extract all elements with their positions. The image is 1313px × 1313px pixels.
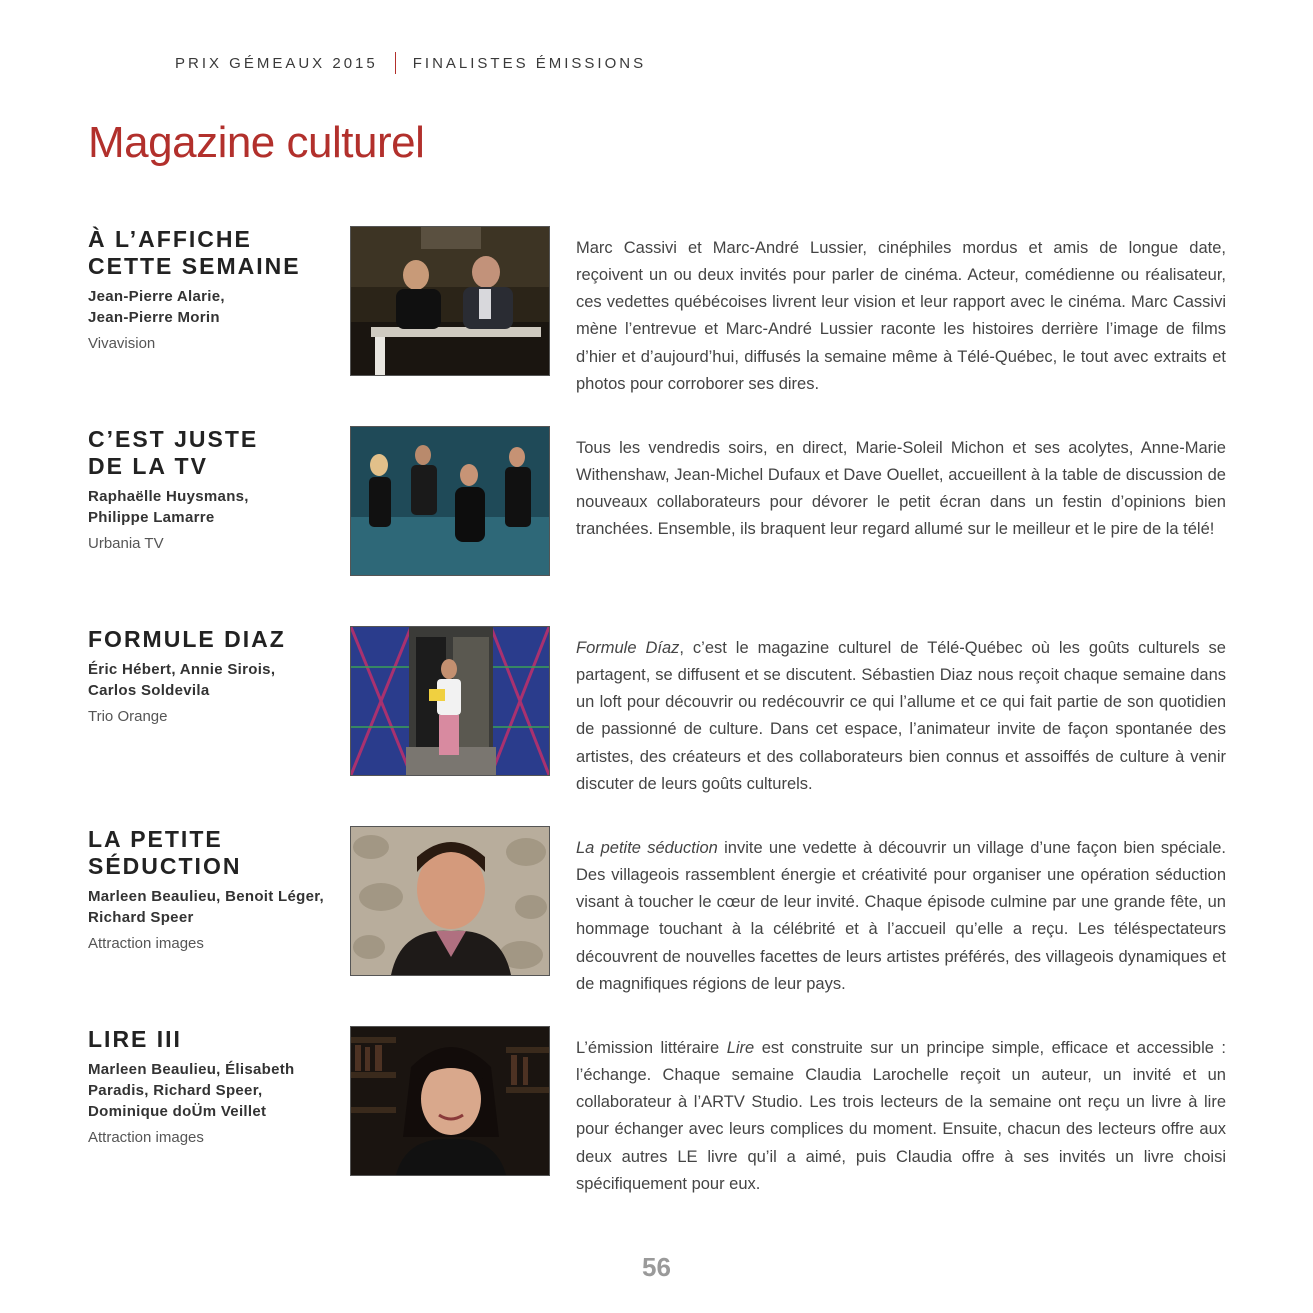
credit-line: Marleen Beaulieu, Élisabeth (88, 1061, 295, 1078)
entry-meta (88, 1026, 338, 1148)
description-text: est construite sur un principe simple, efficace et accessible : l’échange. Chaque semaine Claudia Larochelle reçoit un auteur, un invité et un collaborateur à l’ARTV Studio. Les trois lecteurs de la semaine ont reçu un livre à lire pour échanger avec leurs complices du moment. Ensuite, chacun des lecteurs offre aux deux autres LE livre qu’il a aimé, puis Claudia offre à ses invités un livre choisi spécifiquement pour eux. (576, 1038, 1227, 1193)
show-description (576, 1035, 1226, 1199)
production-company: Trio Orange (88, 708, 168, 725)
producer-credits (88, 486, 338, 528)
credit-line: Jean-Pierre Morin (88, 309, 220, 326)
show-description (576, 635, 1226, 799)
show-description (576, 835, 1226, 999)
four-hosts-walking-photo (350, 426, 550, 576)
production-company: Attraction images (88, 935, 204, 952)
host-portrait-bookshelf-photo (350, 1026, 550, 1176)
show-title (88, 426, 338, 480)
credit-line: Carlos Soldevila (88, 682, 210, 699)
show-title-line1: LIRE III (88, 1026, 182, 1052)
show-title-line1: À L’AFFICHE (88, 226, 252, 252)
page-title: Magazine culturel (88, 118, 425, 167)
entry-meta (88, 226, 338, 354)
credit-line: Paradis, Richard Speer, (88, 1082, 263, 1099)
credit-line: Éric Hébert, Annie Sirois, (88, 661, 276, 678)
running-head (175, 52, 646, 74)
show-title (88, 826, 338, 880)
credit-line: Jean-Pierre Alarie, (88, 288, 225, 305)
credit-line: Raphaëlle Huysmans, (88, 488, 249, 505)
show-title-line2: DE LA TV (88, 453, 208, 479)
show-description (576, 435, 1226, 544)
producer-credits (88, 886, 338, 928)
running-head-divider (395, 52, 396, 74)
entry-formule-diaz (0, 626, 1313, 793)
entry-a-l-affiche (0, 226, 1313, 393)
running-head-right: FINALISTES ÉMISSIONS (412, 54, 647, 72)
entry-la-petite-seduction (0, 826, 1313, 993)
entry-meta (88, 626, 338, 727)
show-title (88, 1026, 338, 1053)
production-company: Urbania TV (88, 535, 164, 552)
description-text: Marc Cassivi et Marc-André Lussier, cinéphiles mordus et amis de longue date, reçoivent un ou deux invités pour parler de cinéma. Acteur, comédienne ou réalisateur, ces vedettes québécoises livrent leur vision et leur rapport avec le cinéma. Marc Cassivi mène l’entrevue et Marc-André Lussier raconte les histoires derrière l’image de films d’hier et d’aujourd’hui, diffusés la semaine même à Télé-Québec, le tout avec extraits et photos pour corroborer ses dires. (576, 238, 1226, 393)
show-title-line1: C’EST JUSTE (88, 426, 259, 452)
credit-line: Dominique doÜm Veillet (88, 1103, 267, 1120)
producer-credits (88, 286, 338, 328)
entry-lire-iii (0, 1026, 1313, 1193)
show-title-line1: LA PETITE (88, 826, 223, 852)
description-text: L’émission littéraire (576, 1038, 727, 1057)
description-italic-title: Formule Díaz (576, 638, 680, 657)
credit-line: Philippe Lamarre (88, 509, 215, 526)
description-italic-title: La petite séduction (576, 838, 718, 857)
production-company: Attraction images (88, 1129, 204, 1146)
description-text: , c’est le magazine culturel de Télé-Québec où les goûts culturels se partagent, se diffusent et se discutent. Sébastien Diaz nous reçoit chaque semaine dans un loft pour découvrir ou redécouvrir ce qui l’allume et ce qui fait partie de son quotidien de passionné de culture. Dans cet espace, l’animateur invite de façon spontanée des artistes, des créateurs et des collaborateurs bien connus et assoiffés de culture à venir discuter de leurs goûts culturels. (576, 638, 1226, 793)
show-description (576, 235, 1226, 399)
show-title-line2: CETTE SEMAINE (88, 253, 301, 279)
entry-meta (88, 426, 338, 554)
show-title (88, 626, 338, 653)
entry-meta (88, 826, 338, 954)
host-portrait-stone-wall-photo (350, 826, 550, 976)
credit-line: Marleen Beaulieu, Benoit Léger, (88, 888, 325, 905)
description-italic-title: Lire (726, 1038, 755, 1057)
two-hosts-studio-photo (350, 226, 550, 376)
show-title-line2: SÉDUCTION (88, 853, 242, 879)
show-title-line1: FORMULE DIAZ (88, 626, 286, 652)
producer-credits (88, 659, 338, 701)
production-company: Vivavision (88, 335, 156, 352)
description-text: Tous les vendredis soirs, en direct, Marie-Soleil Michon et ses acolytes, Anne-Marie Withenshaw, Jean-Michel Dufaux et Dave Ouellet, accueillent à la table de discussion de nouveaux collaborateurs pour dévorer le petit écran dans un festin d’opinions bien tranchées. Ensemble, ils braquent leur regard allumé sur le meilleur et le pire de la télé! (576, 438, 1226, 539)
page-number: 56 (642, 1252, 671, 1282)
host-in-doorway-photo (350, 626, 550, 776)
show-title (88, 226, 338, 280)
producer-credits (88, 1059, 338, 1122)
credit-line: Richard Speer (88, 909, 194, 926)
entry-c-est-juste-de-la-tv (0, 426, 1313, 586)
description-text: invite une vedette à découvrir un village d’une façon bien spéciale. Des villageois rassemblent énergie et créativité pour organiser une opération séduction visant à toucher le cœur de leur invité. Chaque épisode culmine par une grande fête, un hommage touchant à la célébrité et à l’accueil qu’elle a reçu. Les téléspectateurs découvrent de nouvelles facettes de leurs artistes préférés, des villageois dynamiques et de magnifiques régions de leur pays. (576, 838, 1226, 993)
running-head-left: PRIX GÉMEAUX 2015 (175, 54, 378, 72)
